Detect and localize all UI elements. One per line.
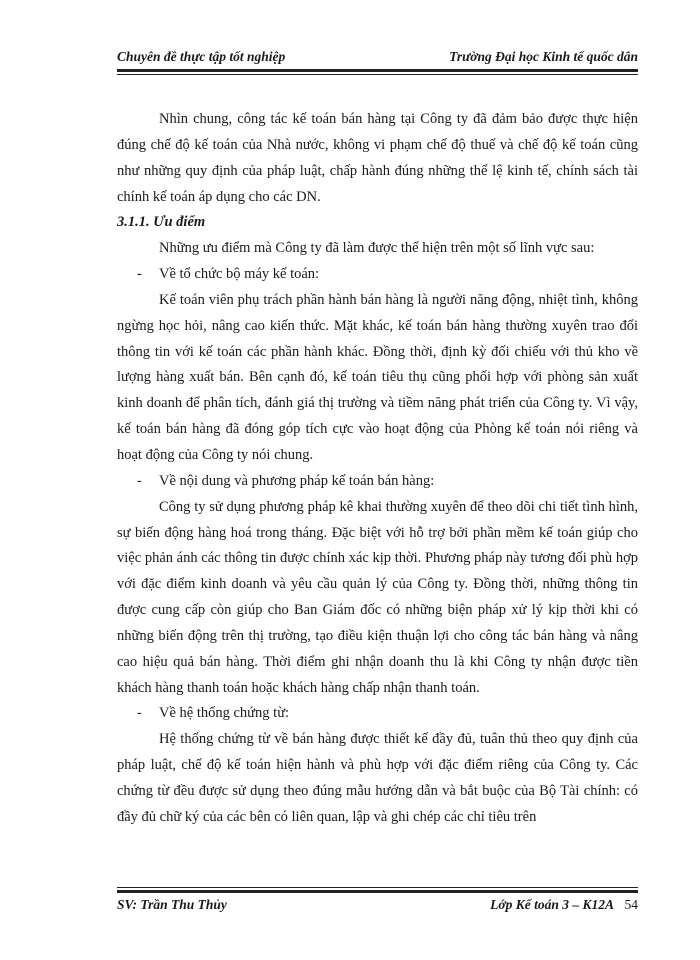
bullet-item	[117, 262, 638, 288]
document-body	[117, 107, 638, 831]
bullet-item	[117, 469, 638, 495]
footer-rule-thin	[117, 887, 638, 888]
header-thesis-title: Chuyên đề thực tập tốt nghiệp	[117, 49, 286, 64]
bullet-dash: -	[137, 705, 142, 722]
intro-paragraph: Nhìn chung, công tác kế toán bán hàng tại Công ty đã đảm bảo được thực hiện đúng chế độ kế toán của Nhà nước, không vi phạm chế độ thuế và chế độ kế toán cũng như những quy định của pháp luật, chấp hành đúng những thể lệ kinh tế, chính sách tài chính kế toán áp dụng cho các DN.	[117, 111, 638, 205]
page-header	[117, 46, 638, 70]
bullet-label: Về hệ thống chứng từ:	[159, 705, 290, 722]
bullet-label: Về nội dung và phương pháp kế toán bán hàng:	[159, 472, 435, 489]
page-number: 54	[624, 897, 638, 912]
section-heading: 3.1.1. Ưu điểm	[117, 214, 206, 231]
header-rule-thick	[117, 69, 638, 72]
bullet-item	[117, 701, 638, 727]
bullet-dash: -	[137, 472, 142, 489]
body-paragraph: Công ty sử dụng phương pháp kê khai thường xuyên để theo dõi chi tiết tình hình, sự biến động hàng hoá trong tháng. Đặc biệt với hỗ trợ bởi phần mềm kế toán giúp cho việc phản ánh các thông tin được chính xác kịp thời. Phương pháp này tương đối phù hợp với đặc điểm kinh doanh và yêu cầu quản lý của Công ty. Đồng thời, những thông tin được cung cấp còn giúp cho Ban Giám đốc có những biện pháp xử lý kịp thời khi có những biến động trên thị trường, tạo điều kiện thuận lợi cho công tác bán hàng và nâng cao hiệu quả bán hàng. Thời điểm ghi nhận doanh thu là khi Công ty nhận được tiền khách hàng thanh toán hoặc khách hàng chấp nhận thanh toán.	[117, 498, 638, 696]
body-paragraph: Hệ thống chứng từ về bán hàng được thiết kế đầy đủ, tuân thủ theo quy định của pháp luật, chế độ kế toán hiện hành và phù hợp với đặc điểm riêng của Công ty. Các chứng từ đều được sử dụng theo đúng mẫu hướng dẫn và bắt buộc của Bộ Tài chính: có đầy đủ chữ ký của các bên có liên quan, lập và ghi chép các chỉ tiêu trên	[117, 731, 638, 825]
lead-paragraph: Những ưu điểm mà Công ty đã làm được thể hiện trên một số lĩnh vực sau:	[159, 240, 595, 257]
bullet-dash: -	[137, 266, 142, 283]
header-rule-thin	[117, 74, 638, 75]
footer-rule-thick	[117, 890, 638, 893]
bullet-label: Về tổ chức bộ máy kế toán:	[159, 266, 320, 283]
body-paragraph: Kế toán viên phụ trách phần hành bán hàng là người năng động, nhiệt tình, không ngừng học hỏi, nâng cao kiến thức. Mặt khác, kế toán bán hàng thường xuyên trao đổi thông tin với kế toán các phần hành khác. Đồng thời, định kỳ đối chiếu với thủ kho về lượng hàng xuất bán. Bên cạnh đó, kế toán tiêu thụ cũng phối hợp với phòng sản xuất kinh doanh để phân tích, đánh giá thị trường và tiềm năng phát triển của Công ty. Vì vậy, kế toán bán hàng đã đóng góp tích cực vào hoạt động của Phòng kế toán nói riêng và hoạt động của Công ty nói chung.	[117, 291, 638, 463]
page-footer	[117, 897, 638, 919]
footer-student-name: SV: Trần Thu Thủy	[117, 897, 227, 912]
footer-class-name: Lớp Kế toán 3 – K12A	[490, 897, 614, 912]
header-university: Trường Đại học Kinh tế quốc dân	[449, 49, 638, 64]
